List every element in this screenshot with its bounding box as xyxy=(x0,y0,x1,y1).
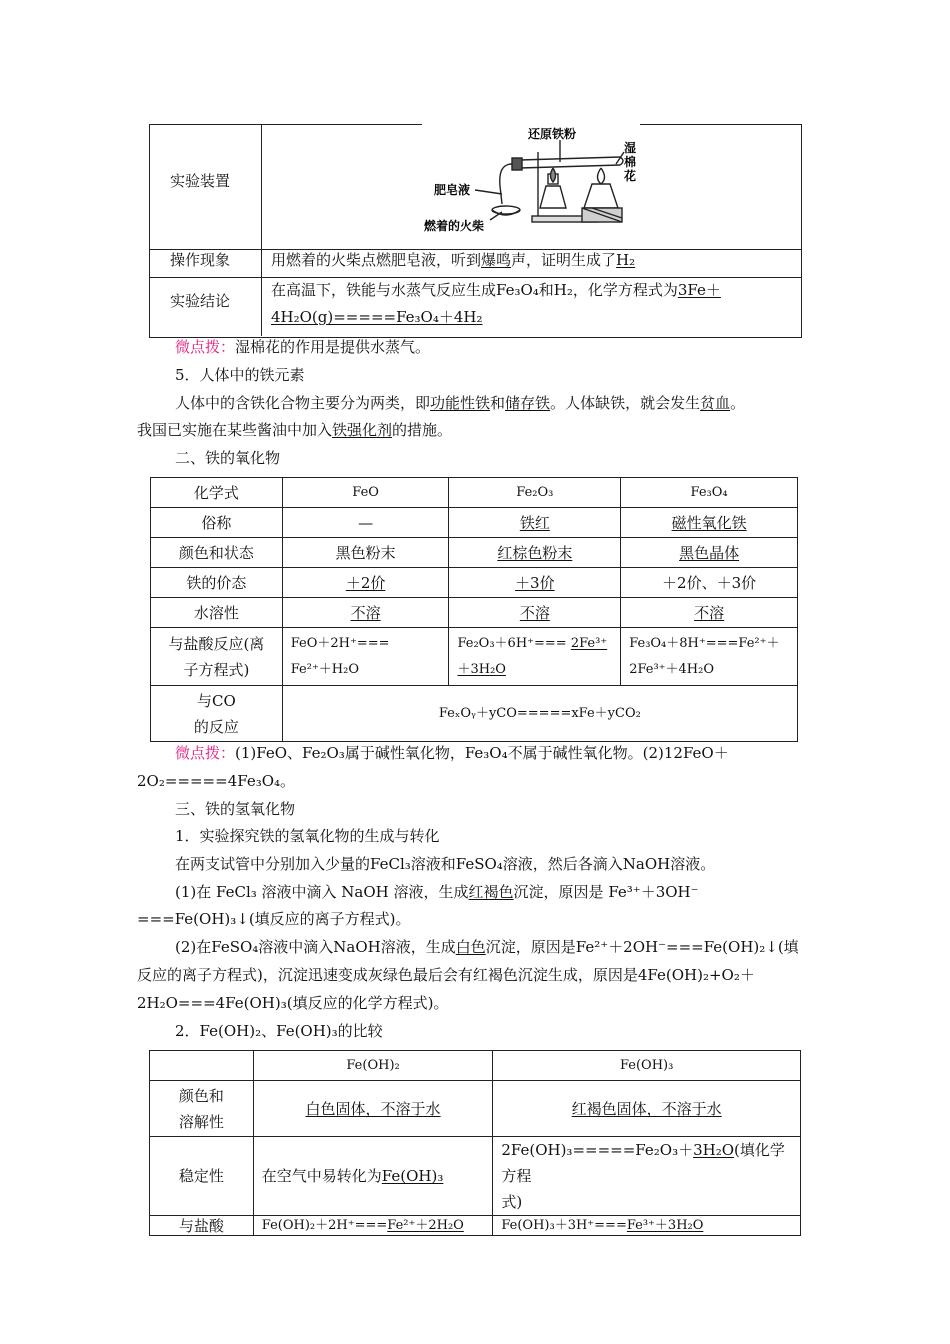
table-cell: ＋2价、＋3价 xyxy=(621,568,798,598)
table-cell: 与盐酸 xyxy=(150,1216,254,1236)
table-row xyxy=(151,628,798,686)
item-2-line-3: 2H₂O===4Fe(OH)₃(填反应的化学方程式)。 xyxy=(137,994,449,1012)
table-row xyxy=(150,1137,801,1216)
table-row xyxy=(151,538,798,568)
item-2: (2)在FeSO₄溶液中滴入NaOH溶液，生成白色沉淀，原因是Fe²⁺＋2OH⁻===Fe(OH)₂↓(填 xyxy=(175,938,799,956)
header-cell xyxy=(150,1051,254,1081)
label-soap: 肥皂液 xyxy=(434,183,471,197)
table-row xyxy=(151,686,798,742)
label-iron-powder: 还原铁粉 xyxy=(528,127,577,141)
table-cell: ＋3价 xyxy=(515,573,555,592)
table-cell: 与盐酸反应(离 子方程式) xyxy=(151,628,283,686)
section-5-para-2: 我国已实施在某些酱油中加入铁强化剂的措施。 xyxy=(137,421,453,439)
table-row xyxy=(151,478,798,508)
table-cell: Fe(OH)₃＋3H⁺===Fe³⁺＋3H₂O xyxy=(493,1216,801,1236)
table-cell: FeO＋2H⁺=== Fe²⁺＋H₂O xyxy=(282,628,449,686)
table-cell: FeₓOᵧ＋yCO=====xFe＋yCO₂ xyxy=(282,686,797,742)
table-oxides xyxy=(150,477,798,742)
table-cell: 白色固体，不溶于水 xyxy=(305,1099,441,1118)
heading-oxides: 二、铁的氧化物 xyxy=(175,449,281,467)
table-cell: 与CO 的反应 xyxy=(151,686,283,742)
label-match: 燃着的火柴 xyxy=(424,219,485,233)
table-cell: 2Fe(OH)₃=====Fe₂O₃＋3H₂O(填化学方程 式) xyxy=(493,1137,801,1216)
table-cell: ＋2价 xyxy=(345,573,386,592)
header-cell: Fe(OH)₃ xyxy=(493,1051,801,1081)
tip-1: 微点拨：湿棉花的作用是提供水蒸气。 xyxy=(175,338,431,356)
table-cell: 红褐色固体，不溶于水 xyxy=(571,1099,722,1118)
section-3-1-para: 在两支试管中分别加入少量的FeCl₃溶液和FeSO₄溶液，然后各滴入NaOH溶液。 xyxy=(175,855,716,873)
table-cell: 红棕色粉末 xyxy=(497,543,573,562)
table-cell: 不溶 xyxy=(694,603,725,622)
table-cell: 不溶 xyxy=(519,603,550,622)
header-cell: 化学式 xyxy=(151,478,283,508)
item-1: (1)在 FeCl₃ 溶液中滴入 NaOH 溶液，生成红褐色沉淀，原因是 Fe³⁺＋3OH⁻ xyxy=(175,883,699,901)
table-cell: — xyxy=(282,508,449,538)
table-cell: 黑色粉末 xyxy=(282,538,449,568)
table-row xyxy=(150,1081,801,1137)
table-cell: 在空气中易转化为Fe(OH)₃ xyxy=(253,1137,493,1216)
table-cell: Fe₂O₃＋6H⁺=== 2Fe³⁺ ＋3H₂O xyxy=(449,628,621,686)
section-5-para-1: 人体中的含铁化合物主要分为两类，即功能性铁和储存铁。人体缺铁，就会发生贫血。 xyxy=(175,394,746,412)
tip-2: 微点拨：(1)FeO、Fe₂O₃属于碱性氧化物，Fe₃O₄不属于碱性氧化物。(2)12FeO＋ xyxy=(175,744,729,762)
section-3-2-title: 2．Fe(OH)₂、Fe(OH)₃的比较 xyxy=(175,1022,383,1040)
table-cell: 铁的价态 xyxy=(151,568,283,598)
label-wet-cotton-3: 花 xyxy=(624,169,637,183)
table-cell: 磁性氧化铁 xyxy=(671,513,747,532)
header-cell: Fe₃O₄ xyxy=(621,478,798,508)
section-3-1-title: 1．实验探究铁的氢氧化物的生成与转化 xyxy=(175,827,440,845)
table-cell: Fe₃O₄＋8H⁺===Fe²⁺＋ 2Fe³⁺＋4H₂O xyxy=(621,628,798,686)
table-row xyxy=(150,1051,801,1081)
table-cell: 水溶性 xyxy=(151,598,283,628)
table-row xyxy=(151,568,798,598)
tip-2-line-2: 2O₂=====4Fe₃O₄。 xyxy=(137,772,296,790)
table-row xyxy=(151,508,798,538)
phenomenon-text: 用燃着的火柴点燃肥皂液，听到爆鸣声，证明生成了H₂ xyxy=(271,251,636,269)
table-cell: 黑色晶体 xyxy=(679,543,740,562)
table-cell: Fe(OH)₂＋2H⁺===Fe²⁺＋2H₂O xyxy=(253,1216,493,1236)
heading-hydroxides: 三、铁的氢氧化物 xyxy=(175,800,296,818)
table-cell: 铁红 xyxy=(519,513,550,532)
table-hydroxides xyxy=(149,1050,801,1236)
header-cell: FeO xyxy=(282,478,449,508)
conclusion-line1: 在高温下，铁能与水蒸气反应生成Fe₃O₄和H₂，化学方程式为3Fe＋ xyxy=(271,281,721,299)
table-cell: 颜色和状态 xyxy=(151,538,283,568)
row-label-apparatus: 实验装置 xyxy=(170,172,231,190)
conclusion-line2: 4H₂O(g)=====Fe₃O₄＋4H₂ xyxy=(271,308,483,326)
table-cell: 不溶 xyxy=(350,603,381,622)
table-cell: 稳定性 xyxy=(150,1137,254,1216)
table-cell: 颜色和 溶解性 xyxy=(150,1081,254,1137)
row-label-phenomenon: 操作现象 xyxy=(170,251,231,269)
label-wet-cotton-2: 棉 xyxy=(624,155,637,169)
apparatus-figure xyxy=(420,124,640,240)
table-row xyxy=(151,598,798,628)
header-cell: Fe₂O₃ xyxy=(449,478,621,508)
row-label-conclusion: 实验结论 xyxy=(170,292,231,310)
header-cell: Fe(OH)₂ xyxy=(253,1051,493,1081)
item-1-line-2: ===Fe(OH)₃↓(填反应的离子方程式)。 xyxy=(137,910,411,928)
label-wet-cotton-1: 湿 xyxy=(624,141,637,155)
table-row xyxy=(150,1216,801,1236)
section-5-title: 5．人体中的铁元素 xyxy=(175,366,305,384)
item-2-line-2: 反应的离子方程式)，沉淀迅速变成灰绿色最后会有红褐色沉淀生成，原因是4Fe(OH)₂+O₂＋ xyxy=(137,966,755,984)
table-cell: 俗称 xyxy=(151,508,283,538)
